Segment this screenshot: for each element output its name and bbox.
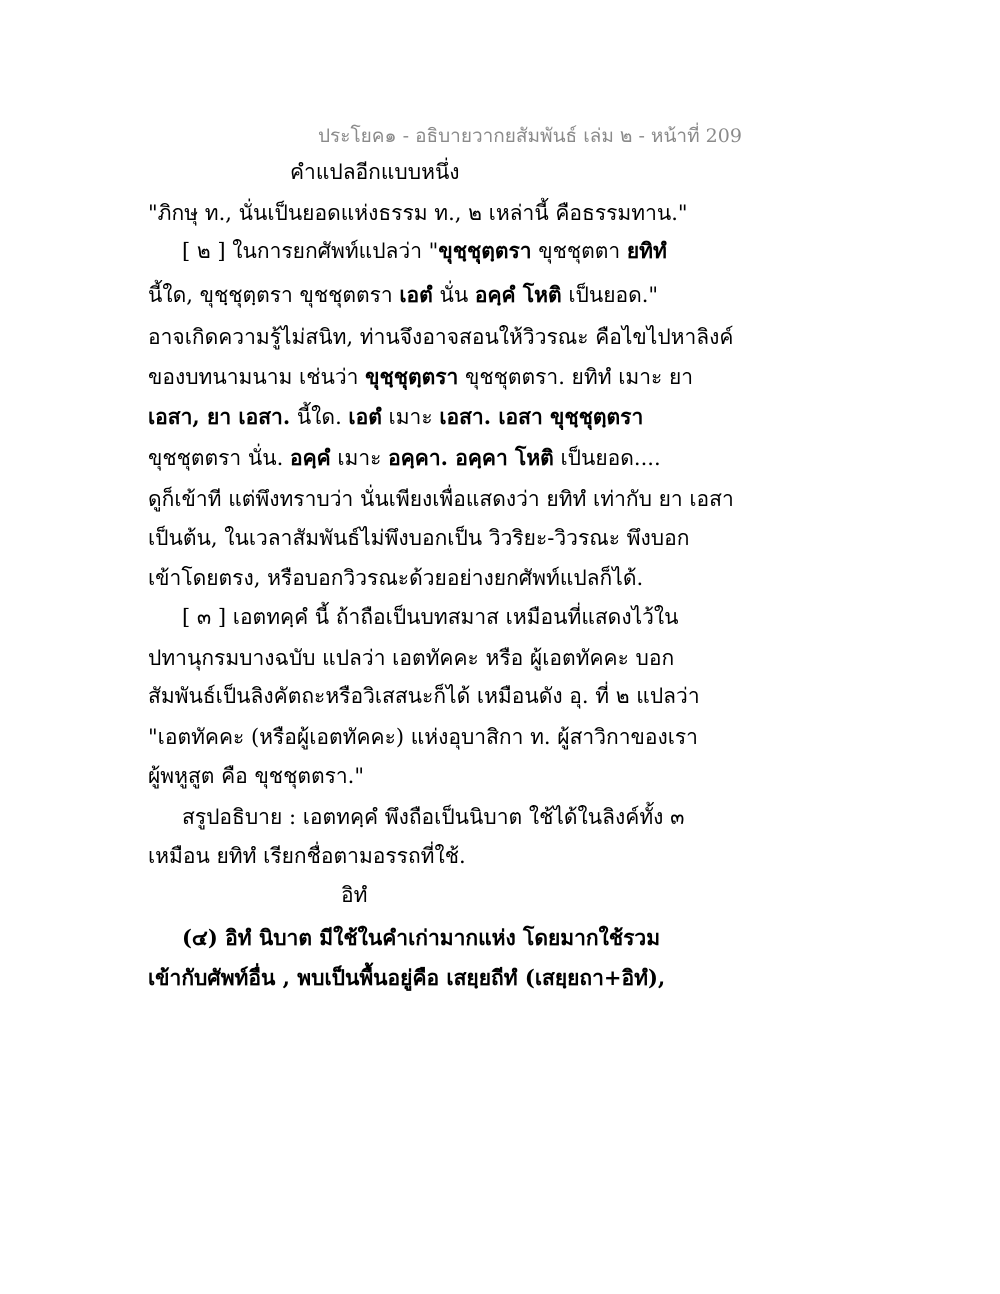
bold-text-run: เอตํ — [399, 282, 433, 307]
text-run: เป็นยอด." — [561, 283, 659, 307]
bold-text-run: ขุชฺชุตฺตรา — [365, 364, 459, 389]
text-line — [148, 643, 674, 673]
text-run: ขุชชุตตรา. ยทิทํ เมาะ ยา — [458, 365, 694, 389]
text-run: [ ๓ ] เอตทคฺคํ นี้ ถ้าถือเป็นบทสมาส เหมือนที่แสดงไว้ใน — [182, 605, 679, 629]
text-line — [148, 402, 643, 432]
bold-text-run: เอสา, ยา เอสา. — [148, 404, 291, 429]
text-run: ของบทนามนาม เช่นว่า — [148, 365, 366, 389]
text-line — [148, 322, 733, 352]
bold-text-run: ยทิทํ — [626, 238, 667, 263]
text-line — [148, 761, 364, 791]
text-run: สัมพันธ์เป็นลิงคัตถะหรือวิเสสนะก็ได้ เหมือนดัง อุ. ที่ ๒ แปลว่า — [148, 684, 700, 708]
bold-text-run: เข้ากับศัพท์อื่น , พบเป็นพื้นอยู่คือ เสยฺยถีทํ (เสยฺยถา+อิทํ), — [148, 965, 666, 990]
text-run: อาจเกิดความรู้ไม่สนิท, ท่านจึงอาจสอนให้วิวรณะ คือไขไปหาลิงค์ — [148, 325, 734, 349]
text-line — [148, 563, 643, 593]
text-run: คำแปลอีกแบบหนึ่ง — [290, 160, 460, 184]
text-run: นั่น — [432, 283, 475, 307]
text-run: เมาะ — [330, 446, 389, 470]
text-line — [148, 198, 688, 228]
text-run: อิทํ — [341, 883, 368, 907]
text-line — [148, 443, 661, 473]
bold-text-run: เอสา. เอสา ขุชฺชุตฺตรา — [439, 404, 644, 429]
text-run: เป็นยอด.... — [553, 446, 661, 470]
text-line — [148, 484, 734, 514]
text-run: สรูปอธิบาย : เอตทคฺคํ พึงถือเป็นนิบาต ใช้ได้ในลิงค์ทั้ง ๓ — [182, 805, 685, 829]
bold-text-run: อคฺคํ โหติ — [474, 282, 562, 307]
bold-text-run: ขุชฺชุตฺตรา — [438, 238, 532, 263]
bold-text-run: (๔) อิทํ นิบาต มีใช้ในคำเก่ามากแห่ง โดยมากใช้รวม — [182, 925, 661, 950]
text-line — [341, 880, 367, 910]
text-run: ขุชชุตตา — [531, 239, 627, 263]
text-line — [182, 923, 660, 953]
text-run: [ ๒ ] ในการยกศัพท์แปลว่า " — [182, 239, 439, 263]
text-run: ปทานุกรมบางฉบับ แปลว่า เอตทัคคะ หรือ ผู้เอตทัคคะ บอก — [148, 646, 675, 670]
bold-text-run: เอตํ — [348, 404, 382, 429]
text-line — [148, 280, 658, 310]
text-run: "เอตทัคคะ (หรือผู้เอตทัคคะ) แห่งอุบาสิกา ท. ผู้สาวิกาของเรา — [148, 725, 698, 749]
text-run: เหมือน ยทิทํ เรียกชื่อตามอรรถที่ใช้. — [148, 844, 466, 868]
text-line — [290, 157, 460, 187]
text-line — [148, 681, 700, 711]
text-run: เข้าโดยตรง, หรือบอกวิวรณะด้วยอย่างยกศัพท์แปลก็ได้. — [148, 566, 644, 590]
page-header: ประโยค๑ - อธิบายวากยสัมพันธ์ เล่ม ๒ - หน้าที่ 209 — [318, 125, 742, 147]
text-line — [182, 602, 679, 632]
text-run: ผู้พหูสูต คือ ขุชชุตตรา." — [148, 764, 364, 788]
text-run: เมาะ — [381, 405, 440, 429]
text-run: "ภิกษุ ท., นั่นเป็นยอดแห่งธรรม ท., ๒ เหล่านี้ คือธรรมทาน." — [148, 201, 688, 225]
text-line — [148, 841, 466, 871]
text-line — [148, 722, 698, 752]
text-line — [148, 963, 665, 993]
text-run: ขุชชุตตรา นั่น. — [148, 446, 290, 470]
text-run: นี้ใด, ขุชฺชุตฺตรา ขุชชุตตรา — [148, 283, 400, 307]
text-run: นี้ใด. — [290, 405, 349, 429]
text-run: เป็นต้น, ในเวลาสัมพันธ์ไม่พึงบอกเป็น วิวริยะ-วิวรณะ พึงบอก — [148, 526, 690, 550]
text-line — [148, 362, 693, 392]
bold-text-run: อคฺคํ — [289, 445, 331, 470]
text-run: ดูก็เข้าที แต่พึงทราบว่า นั่นเพียงเพื่อแสดงว่า ยทิทํ เท่ากับ ยา เอสา — [148, 487, 734, 511]
bold-text-run: อคฺคา. อคฺคา โหติ — [388, 445, 554, 470]
text-line — [182, 236, 667, 266]
text-line — [148, 523, 689, 553]
text-line — [182, 802, 684, 832]
